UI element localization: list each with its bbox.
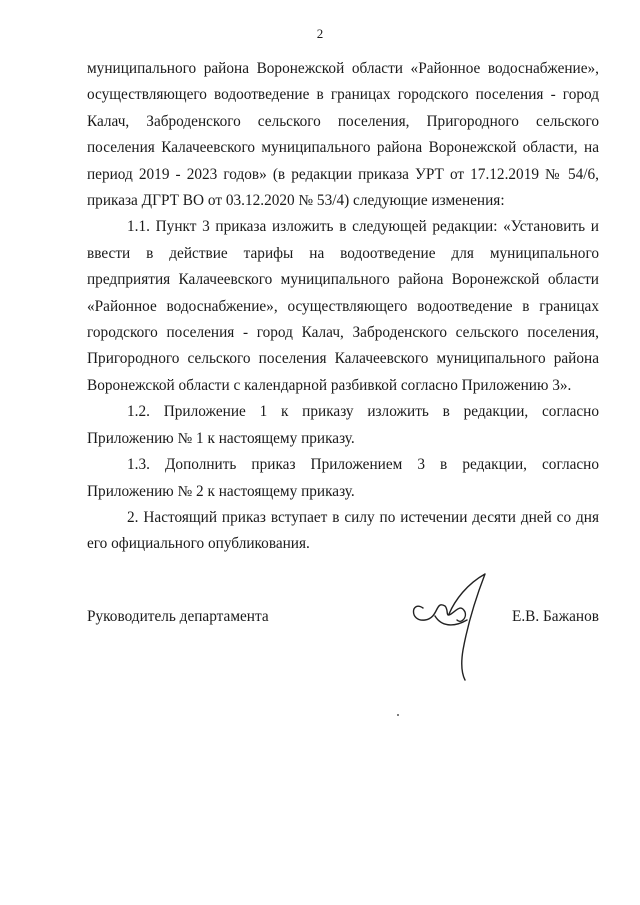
scan-speck [397,714,399,716]
signer-name: Е.В. Бажанов [511,608,599,625]
page-number: 2 [316,26,324,41]
paragraph-item-1-2: 1.2. Приложение 1 к приказу изложить в редакции, согласно Приложению № 1 к настоящему приказу. [87,403,599,447]
document-body [87,56,599,558]
paragraph-item-2: 2. Настоящий приказ вступает в силу по истечении десяти дней со дня его официального опубликования. [87,508,599,553]
paragraph-continuation: муниципального района Воронежской области «Районное водоснабжение», осуществляющего водоотведение в границах городского поселения - город Калач, Заброденского сельского поселения, Пригородного сельского поселения Калачеевского муниципального района Воронежской области, на период 2019 - 2023 годов» (в редакции приказа УРТ от 17.12.2019 № 54/6, приказа ДГРТ ВО от 03.12.2020 № 53/4) следующие изменения: [87,60,599,210]
signature-block [87,604,599,634]
paragraph-item-1-3: 1.3. Дополнить приказ Приложением 3 в редакции, согласно Приложению № 2 к настоящему приказу. [87,456,599,500]
handwritten-signature [405,570,495,685]
signer-title: Руководитель департамента [87,608,269,625]
paragraph-item-1-1: 1.1. Пункт 3 приказа изложить в следующей редакции: «Установить и ввести в действие тарифы на водоотведение для муниципального предприятия Калачеевского муниципального района Воронежской области «Районное водоснабжение», осуществляющего водоотведение в границах городского поселения - город Калач, Заброденского сельского поселения, Пригородного сельского поселения Калачеевского муниципального района Воронежской области с календарной разбивкой согласно Приложению 3». [87,218,599,394]
